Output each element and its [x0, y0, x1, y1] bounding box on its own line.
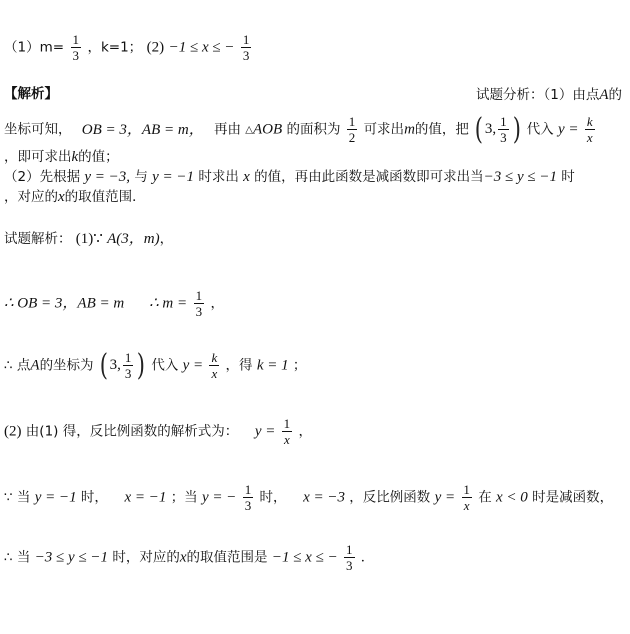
solution-m-denominator: 3 [195, 304, 203, 319]
solution-s4-b: 由(1) [25, 423, 59, 440]
analysis-k: k [71, 149, 79, 165]
solution-line-3 [4, 347, 307, 383]
analysis-line4-a: （2）先根据 [4, 169, 81, 185]
solution-s6-a: ∴ 当 [4, 549, 31, 566]
solution-line-5 [4, 482, 613, 513]
analysis-line2-d: 可求出 [363, 121, 405, 138]
analysis-ob-ab: OB = 3，AB = m， [81, 121, 204, 138]
solution-point-x: 3, [109, 357, 121, 373]
third-numerator: 1 [244, 482, 252, 497]
solution-s6-f: ． [360, 549, 375, 566]
solution-third-fraction [243, 482, 254, 513]
m-fraction-numerator: 1 [72, 32, 80, 47]
answer-line [4, 32, 253, 63]
answer-range: −1 ≤ x ≤ − [168, 39, 235, 56]
m-fraction [71, 32, 82, 63]
m-fraction-denominator: 3 [72, 48, 80, 63]
analysis-line-3 [4, 150, 119, 165]
point-x: 3, [484, 121, 497, 137]
analysis-line5-a: ，对应的 [4, 189, 58, 205]
solution-line-6 [4, 542, 374, 573]
solution-x-denominator: x [211, 366, 218, 381]
point-y-fraction [498, 114, 509, 145]
point-y-denominator: 3 [500, 130, 507, 145]
analysis-heading: 【解析】 [4, 86, 58, 102]
solution-x-neg3: x = −3 [303, 489, 345, 506]
solution-point-y-numerator: 1 [124, 350, 132, 365]
analysis-line3-a: ，即可求出 [4, 149, 72, 165]
one-numerator: 1 [283, 416, 291, 431]
solution-a-label: A [30, 357, 40, 374]
point-coordinates [473, 111, 522, 147]
solution-line-2 [4, 288, 224, 319]
analysis-line-4 [4, 170, 575, 185]
analysis-x-2: x [58, 189, 65, 205]
solution-k-eq-1: k = 1 [256, 357, 289, 374]
solution-s5-a: ∵ 当 [4, 489, 31, 506]
solution-line-4 [4, 416, 312, 447]
solution-s6-c: 时，对应的 [112, 549, 180, 566]
solution-line-1 [4, 232, 173, 247]
answer-part2-prefix: (2) [146, 39, 165, 56]
analysis-y-neg3: y = −3, [84, 169, 131, 185]
solution-s3-d: ，得 [225, 357, 253, 374]
solution-y-neg1: y = −1 [34, 489, 77, 506]
half-denominator: 2 [348, 130, 356, 145]
analysis-line2-f: 代入 [526, 121, 554, 138]
analysis-m: m [404, 121, 415, 138]
answer-k: ，k=1； [87, 39, 143, 56]
solution-s4-d: ， [298, 423, 312, 440]
solution-point-y-fraction [123, 350, 134, 381]
analysis-line3-b: 的值； [78, 149, 119, 165]
solution-s4-c: 得，反比例函数的解析式为： [62, 423, 239, 440]
one-over-x-denominator: x [284, 432, 290, 447]
solution-x-lt-0: x < 0 [496, 489, 528, 506]
solution-final-fraction [344, 542, 355, 573]
analysis-line-5 [4, 190, 146, 205]
solution-x-neg1: x = −1 [124, 489, 167, 506]
analysis-line4-c: 与 [134, 169, 148, 185]
solution-x-var: x [179, 549, 187, 566]
analysis-line2-b: 再由 [214, 121, 241, 138]
solution-s1-a: (1)∵ [75, 231, 103, 247]
solution-s5-j: 在 [478, 489, 492, 506]
analysis-line2-a: 坐标可知， [4, 121, 72, 138]
analysis-line2-c: 的面积为 [286, 121, 341, 138]
solution-s5-i: ，反比例函数 [349, 489, 431, 506]
left-paren-icon: ( [99, 347, 108, 383]
analysis-line4-h: 时 [561, 169, 575, 185]
analysis-header-right [476, 88, 622, 103]
solution-x-range: −1 ≤ x ≤ − [271, 549, 338, 566]
half-numerator: 1 [348, 114, 356, 129]
solution-s5-l: 时是减函数， [532, 489, 614, 506]
half-fraction [347, 114, 358, 145]
k-numerator: k [586, 114, 593, 129]
range-fraction-denominator: 3 [242, 48, 250, 63]
solution-s3-b: 的坐标为 [39, 357, 94, 374]
one-over-x-denominator-2: x [463, 498, 470, 513]
triangle-name: AOB [253, 121, 283, 138]
solution-s5-c: 时， [80, 489, 108, 506]
solution-point-a: A(3，m) [107, 231, 160, 247]
final-numerator: 1 [346, 542, 353, 557]
solution-m-fraction [194, 288, 205, 319]
solution-title: 试题解析： [4, 231, 72, 247]
solution-y-neg-third: y = − [201, 489, 237, 506]
solution-y-eq: y = [182, 357, 204, 374]
right-paren-icon: ) [137, 347, 146, 383]
solution-y-eq-3: y = [434, 489, 456, 506]
solution-s4-a: (2) [4, 423, 22, 440]
solution-point-coordinates [98, 347, 147, 383]
analysis-de: 的 [608, 87, 622, 103]
analysis-line4-f: 的值，再由此函数是减函数即可求出当 [254, 169, 484, 185]
solution-s3-f: ； [292, 357, 307, 374]
solution-m-numerator: 1 [195, 288, 203, 303]
k-over-x-fraction [585, 114, 595, 145]
analysis-line2-e: 的值，把 [414, 121, 469, 138]
analysis-y-neg1: y = −1 [152, 169, 195, 185]
analysis-intro: 试题分析：（1）由点 [475, 87, 600, 103]
solution-s6-d: 的取值范围是 [186, 549, 268, 566]
analysis-y-range: −3 ≤ y ≤ −1 [483, 169, 557, 185]
solution-s5-e: ；当 [170, 489, 198, 506]
analysis-line4-e: 时求出 [198, 169, 239, 185]
solution-point-y-denominator: 3 [124, 366, 132, 381]
analysis-line-2 [4, 111, 597, 147]
point-a-label: A [599, 87, 609, 103]
final-denominator: 3 [346, 558, 353, 573]
solution-ob-ab: ∴ OB = 3，AB = m [4, 295, 125, 312]
analysis-x: x [243, 169, 250, 185]
x-denominator: x [586, 130, 593, 145]
solution-s3-a: ∴ 点 [4, 357, 31, 374]
solution-k-over-x [209, 350, 219, 381]
analysis-heading-row [4, 88, 626, 102]
solution-s1-c: ， [159, 231, 174, 247]
range-fraction [241, 32, 252, 63]
range-fraction-numerator: 1 [242, 32, 250, 47]
third-denominator: 3 [244, 498, 252, 513]
solution-one-over-x-2 [461, 482, 472, 513]
solution-y-eq-2: y = [254, 423, 276, 440]
left-paren-icon: ( [474, 111, 484, 147]
point-y-numerator: 1 [500, 114, 507, 129]
answer-part1-prefix: （1）m= [4, 39, 65, 56]
analysis-y-eq: y = [557, 121, 579, 138]
analysis-line5-b: 的取值范围． [64, 189, 146, 205]
solution-m-eq: ∴ m = [149, 295, 188, 312]
solution-k-numerator: k [211, 350, 218, 365]
right-paren-icon: ) [512, 111, 521, 147]
solution-y-range: −3 ≤ y ≤ −1 [34, 549, 109, 566]
solution-s3-c: 代入 [151, 357, 179, 374]
one-over-x-fraction [282, 416, 293, 447]
triangle-icon: △ [245, 124, 253, 136]
one-numerator-2: 1 [463, 482, 470, 497]
solution-s5-g: 时， [259, 489, 287, 506]
solution-s2-c: ， [210, 295, 225, 312]
